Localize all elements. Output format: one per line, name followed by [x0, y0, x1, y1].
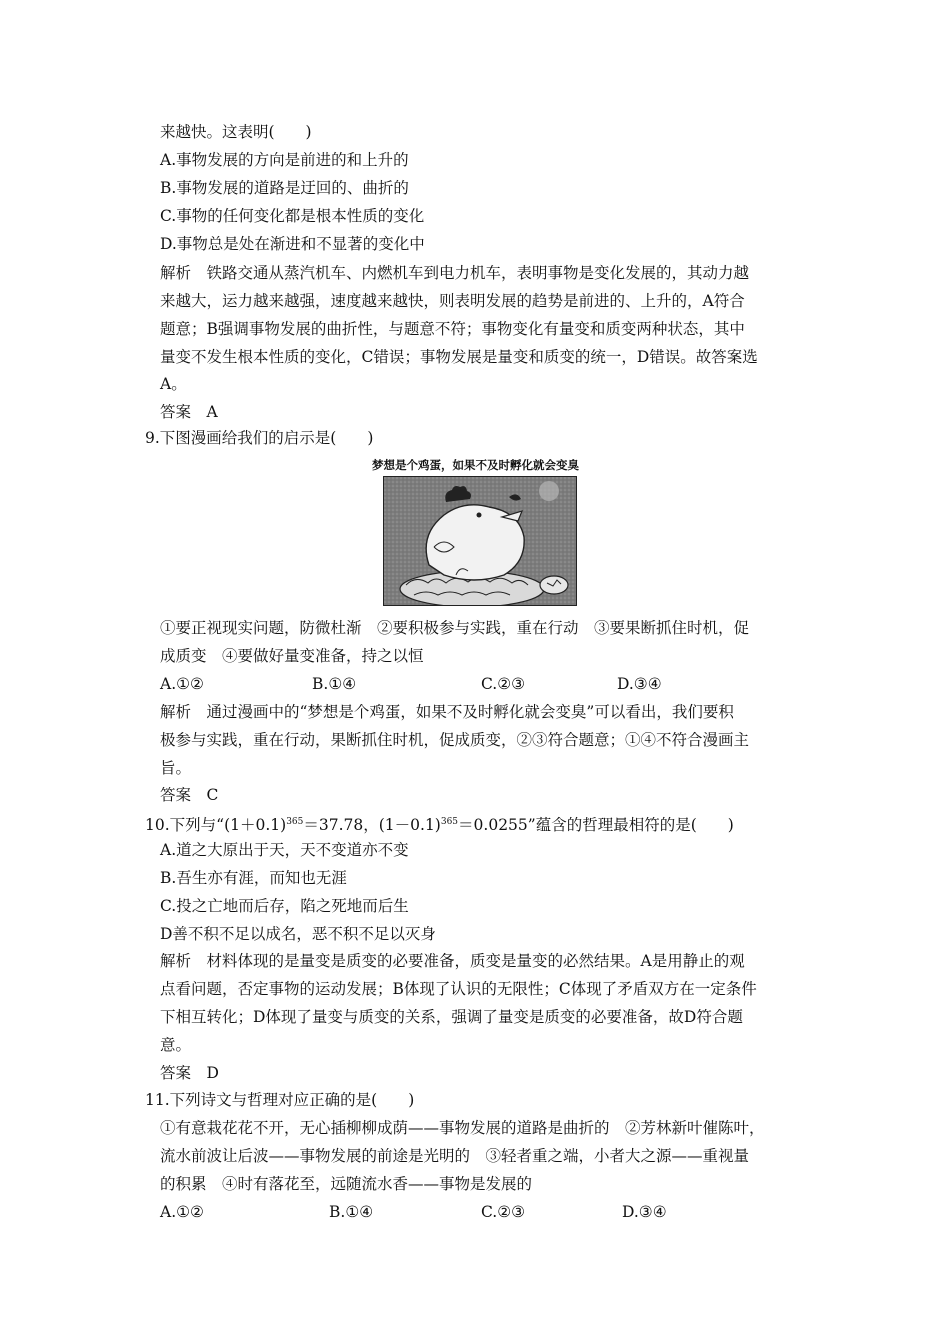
- option-b: B.①④: [329, 1203, 374, 1221]
- option-b: B.①④: [312, 675, 357, 693]
- option-a: A.①②: [160, 1203, 204, 1221]
- option-d: D.③④: [622, 1203, 667, 1221]
- analysis-line: 旨。: [160, 759, 192, 777]
- option-b: B.吾生亦有涯，而知也无涯: [160, 869, 347, 887]
- option-a: A.道之大原出于天，天不变道亦不变: [160, 841, 409, 859]
- analysis-line: 来越大，运力越来越强，速度越来越快，则表明发展的趋势是前进的、上升的，A符合: [160, 292, 745, 310]
- analysis-line: 极参与实践，重在行动，果断抓住时机，促成质变，②③符合题意；①④不符合漫画主: [160, 731, 750, 749]
- analysis-line: 意。: [160, 1036, 192, 1054]
- option-c: C.②③: [481, 1203, 526, 1221]
- statement-line: ①要正视现实问题，防微杜渐 ②要积极参与实践，重在行动 ③要果断抓住时机，促: [160, 619, 750, 637]
- option-d: D.③④: [617, 675, 662, 693]
- statement-line: 流水前波让后波——事物发展的前途是光明的 ③轻者重之端，小者大之源——重视量: [160, 1147, 750, 1165]
- cartoon-caption: 梦想是个鸡蛋，如果不及时孵化就会变臭: [372, 458, 579, 472]
- hen-egg-illustration: [384, 477, 576, 605]
- option-a: A.①②: [160, 675, 204, 693]
- analysis-line: 点看问题，否定事物的运动发展；B体现了认识的无限性；C体现了矛盾双方在一定条件: [160, 980, 757, 998]
- option-c: C.事物的任何变化都是根本性质的变化: [160, 207, 425, 225]
- analysis-line: 下相互转化；D体现了量变与质变的关系，强调了量变是质变的必要准备，故D符合题: [160, 1008, 743, 1026]
- answer-line: 答案 A: [160, 403, 218, 421]
- option-c: C.②③: [481, 675, 526, 693]
- option-d: D.事物总是处在渐进和不显著的变化中: [160, 235, 425, 253]
- cartoon-image: [383, 476, 577, 606]
- question-9: 9.下图漫画给我们的启示是( ): [145, 429, 374, 447]
- analysis-line: 解析 通过漫画中的“梦想是个鸡蛋，如果不及时孵化就会变臭”可以看出，我们要积: [160, 703, 734, 721]
- answer-line: 答案 C: [160, 786, 219, 804]
- option-c: C.投之亡地而后存，陷之死地而后生: [160, 897, 409, 915]
- option-a: A.事物发展的方向是前进的和上升的: [160, 151, 409, 169]
- statement-line: ①有意栽花花不开，无心插柳柳成荫——事物发展的道路是曲折的 ②芳林新叶催陈叶，: [160, 1119, 765, 1137]
- statement-line: 成质变 ④要做好量变准备，持之以恒: [160, 647, 424, 665]
- option-b: B.事物发展的道路是迂回的、曲折的: [160, 179, 409, 197]
- analysis-line: 解析 铁路交通从蒸汽机车、内燃机车到电力机车，表明事物是变化发展的，其动力越: [160, 264, 750, 282]
- question-11: 11.下列诗文与哲理对应正确的是( ): [145, 1091, 415, 1109]
- answer-line: 答案 D: [160, 1064, 219, 1082]
- analysis-line: 量变不发生根本性质的变化，C错误；事物发展是量变和质变的统一，D错误。故答案选: [160, 348, 758, 366]
- question-stem-end: 来越快。这表明( ): [160, 123, 312, 141]
- analysis-line: 题意；B强调事物发展的曲折性，与题意不符；事物变化有量变和质变两种状态，其中: [160, 320, 745, 338]
- statement-line: 的积累 ④时有落花至，远随流水香——事物是发展的: [160, 1175, 533, 1193]
- question-10: 10.下列与“$(1+0.1)^{365}=37.78$，$(1-0.1)^{365}=0.0255$”蕴含的哲理最相符的是( ): [145, 816, 734, 834]
- analysis-line: A。: [160, 375, 187, 393]
- option-d: D善不积不足以成名，恶不积不足以灭身: [160, 925, 436, 943]
- analysis-line: 解析 材料体现的是量变是质变的必要准备，质变是量变的必然结果。A是用静止的观: [160, 952, 745, 970]
